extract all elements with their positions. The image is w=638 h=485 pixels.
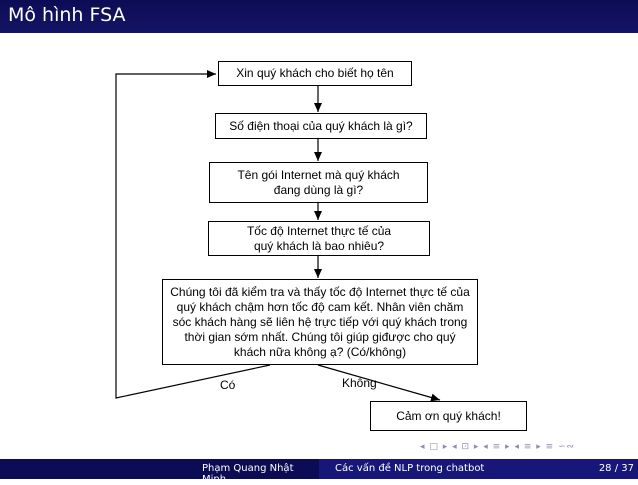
footer-left-panel [0, 459, 319, 485]
node-ask-name: Xin quý khách cho biết họ tên [218, 61, 412, 86]
slide-footer [0, 459, 638, 485]
node-ask-speed: Tốc độ Internet thực tế của quý khách là bao nhiêu? [208, 221, 430, 256]
node-check-speed: Chúng tôi đã kiểm tra và thấy tốc độ Internet thực tế của quý khách chậm hơn tốc độ cam kết. Nhân viên chăm sóc khách hàng sẽ liên hệ trực tiếp với quý khách trong thời gian sớm nhất. Chúng tôi giúp giđược cho quý khách nữa không ạ? (Có/không) [162, 279, 478, 365]
node-ask-phone: Số điện thoại của quý khách là gì? [215, 113, 427, 139]
arrow-no-to-thanks [318, 365, 440, 400]
edge-label-yes: Có [220, 378, 236, 392]
footer-right-panel [319, 459, 638, 479]
footer-author: Phạm Quang Nhật Minh [202, 463, 294, 485]
beamer-navigation-icons[interactable]: ◂ □ ▸ ◂ ⊡ ▸ ◂ ≡ ▸ ◂ ≡ ▸ ≡ ∽∾ [420, 442, 576, 452]
footer-page-number: 28 / 37 [598, 463, 634, 474]
slide-title: Mô hình FSA [8, 4, 126, 26]
node-thanks: Cảm ơn quý khách! [370, 401, 527, 431]
footer-presentation-title: Các vấn đề NLP trong chatbot [335, 463, 485, 474]
node-ask-package: Tên gói Internet mà quý khách đang dùng là gì? [209, 162, 428, 203]
edge-label-no: Không [342, 376, 377, 390]
